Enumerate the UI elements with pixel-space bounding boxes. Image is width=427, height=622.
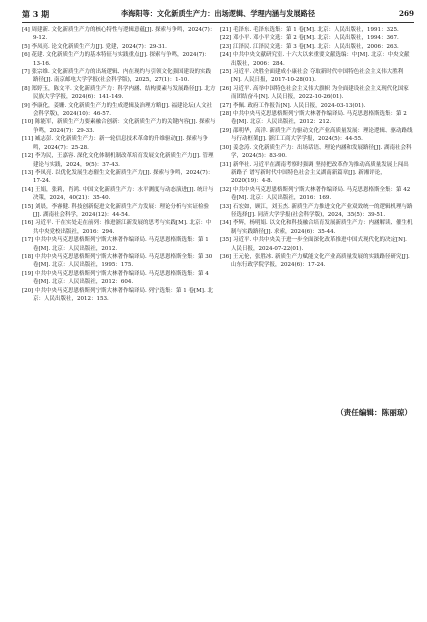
running-header (22, 6, 414, 22)
reference-entry: [32] 中共中央马克思恩格斯列宁斯大林著作编译局. 马克思恩格斯全集：第 42 卷[M]. 北京：人民出版社，2016：169. (220, 186, 411, 202)
reference-entry: [22] 邓小平. 邓小平文选：第 2 卷[M]. 北京：人民出版社，1994：367. (220, 35, 399, 42)
reference-entry: [28] 中共中央马克思恩格斯列宁斯大林著作编译局. 马克思恩格斯选集：第 2 卷[M]. 北京：人民出版社，2012：212. (220, 111, 407, 126)
reference-entry: [35] 习近平. 中共中央关于进一步全面深化改革推进中国式现代化的决定[N]. 人民日报，2024-07-22(01). (220, 237, 407, 252)
reference-entry: [20] 中共中央马克思恩格斯列宁斯大林著作编译局. 列宁选集：第 1 卷[M]. 北京：人民出版社，2012：153. (22, 287, 213, 302)
reference-entry: [33] 石宏如，顾江，刘玉杰. 新质生产力推进文化产业双效统一的逻辑机理与路径选择[J]. 同济大学学报(社会科学版)，2024，35(5)：39-51. (220, 203, 413, 218)
reference-entry: [16] 习近平. 干在实处走在前列：推进浙江新发展的思考与实践[M]. 北京：中共中央党校出版社，2016：294. (22, 220, 212, 235)
page-number: 269 (398, 9, 414, 18)
reference-entry: [29] 邵明华，高洋. 新质生产力驱动文化产业高质量发展：理论逻辑、驱动路线与行动框架[J]. 浙江工商大学学报，2024(5)：44-55. (220, 127, 413, 143)
reference-entry: [24] 中共中央文献研究室. 十六大以来重要文献选编：中[M]. 北京：中央文献出版社，2006：284. (220, 52, 410, 67)
reference-entry: [36] 王元伦，张胜冰. 新质生产力赋能文化产业高质量发展的实践路径研究[J]. 山东行政学院学报，2024(6)：17-24. (220, 253, 410, 269)
reference-entry: [26] 习近平. 高举中国特色社会主义伟大旗帜 为全面建设社会主义现代化国家而团结奋斗[N]. 人民日报，2022-10-26(01). (220, 85, 409, 101)
reference-entry: [23] 江泽民. 江泽民文选：第 3 卷[M]. 北京：人民出版社，2006：263. (220, 43, 399, 50)
responsible-editor: （责任编辑：陈丽琼） (336, 408, 412, 417)
reference-entry: [5] 李凤亮. 论文化新质生产力[J]. 党建，2024(7)：29-31. (22, 43, 167, 50)
reference-entry: [8] 郑婷玉，陈文平. 文化新质生产力：科学内涵、结构要素与发展路径[J]. 北方民族大学学报，2024(6)：141-149. (22, 85, 216, 101)
running-title: 李海阳等：文化新质生产力：出场逻辑、学理内涵与发展路径 (120, 9, 316, 18)
header-rule (22, 22, 414, 23)
reference-entry: [34] 李辉，杨明娟. 以文化和科技融合培育发展新质生产力：内涵解读、催生机制与实践路径[J]. 求索，2024(6)：35-44. (220, 220, 413, 235)
reference-entry: [6] 花建. 文化新质生产力的基本特征与实践重点[J]. 探索与争鸣，2024(7)：13-16. (22, 52, 210, 67)
reference-list-left (22, 26, 216, 303)
reference-entry: [9] 李康化，姜姗. 文化新质生产力的生成逻辑及治理方略[J]. 福建论坛(人文社会科学版)，2024(10)：46-57. (22, 102, 213, 118)
reference-entry: [4] 周建新. 文化新质生产力的核心特性与逻辑意蕴[J]. 探索与争鸣，2024(7)：9-12. (22, 27, 216, 42)
issue-label: 第 3 期 (22, 9, 50, 19)
reference-entry: [19] 中共中央马克思恩格斯列宁斯大林著作编译局. 马克思恩格斯选集：第 4 卷[M]. 北京：人民出版社，2012：604. (22, 270, 209, 286)
reference-entry: [15] 刘晨，李睿健. 科技创新促进文化新质生产力发展：理论分析与实证检验[J]. 湖南社会科学，2024(12)：44-54. (22, 203, 210, 218)
reference-entry: [31] 新华社. 习近平在湖南考察时强调 坚持把改革作为推动高质量发展上闯出新路子 谱写新时代中国特色社会主义湖南新篇章[J]. 新湘评论，2020(19)：4-8. (220, 161, 409, 185)
reference-entry: [7] 张宗维. 文化新质生产力的出场逻辑、内在现约与引领文化强国建设的实践路径[J]. 南京邮电大学学报(社会科学版)，2025，27(1)：1-10. (22, 69, 212, 84)
reference-entry: [27] 李佩. 政府工作报告[N]. 人民日报，2024-03-13(01). (220, 102, 366, 109)
reference-entry: [25] 习近平. 决胜全面建成小康社会 夺取新时代中国特色社会主义伟大胜利[N]. 人民日报，2017-10-28(01). (220, 69, 404, 84)
reference-entry: [21] 毛泽东. 毛泽东选集：第 1 卷[M]. 北京：人民出版社，1991：325. (220, 27, 399, 33)
reference-entry: [13] 李凤亮. 以优化发展生态催生文化新质生产力[J]. 探索与争鸣，2024(7)：17-24. (22, 169, 214, 185)
reference-list-right (220, 26, 414, 270)
reference-entry: [18] 中共中央马克思恩格斯列宁斯大林著作编译局. 马克思恩格斯全集：第 30 卷[M]. 北京：人民出版社，1995：175. (22, 253, 213, 269)
reference-entry: [14] 王娟，张莉，肖鸿. 中国文化新质生产力：水平测度与动态演进[J]. 统计与决策，2024，40(21)：35-40. (22, 186, 214, 202)
reference-entry: [17] 中共中央马克思恩格斯列宁斯大林著作编译局. 马克思恩格斯选集：第 1 卷[M]. 北京：人民出版社，2012. (22, 237, 209, 252)
reference-entry: [30] 姜念涛. 文化新质生产力：出场话语、理论内涵和发展路径[J]. 湖南社会科学，2024(5)：83-90. (220, 144, 412, 160)
reference-entry: [11] 臧志彭. 文化新质生产力：新一轮信息技术革命的升维驱动[J]. 探索与争鸣，2024(7)：25-28. (22, 136, 209, 151)
reference-entry: [10] 陈能军，新质生产力要素融合创新：文化新质生产力的关键内容[J]. 探索与争鸣，2024(7)：29-33. (22, 119, 216, 134)
reference-entry: [12] 李为民，王嘉容. 深化文化体制机制改革培育发展文化新质生产力[J]. 管理建论与实践，2024，9(5)：37-43. (22, 153, 214, 168)
